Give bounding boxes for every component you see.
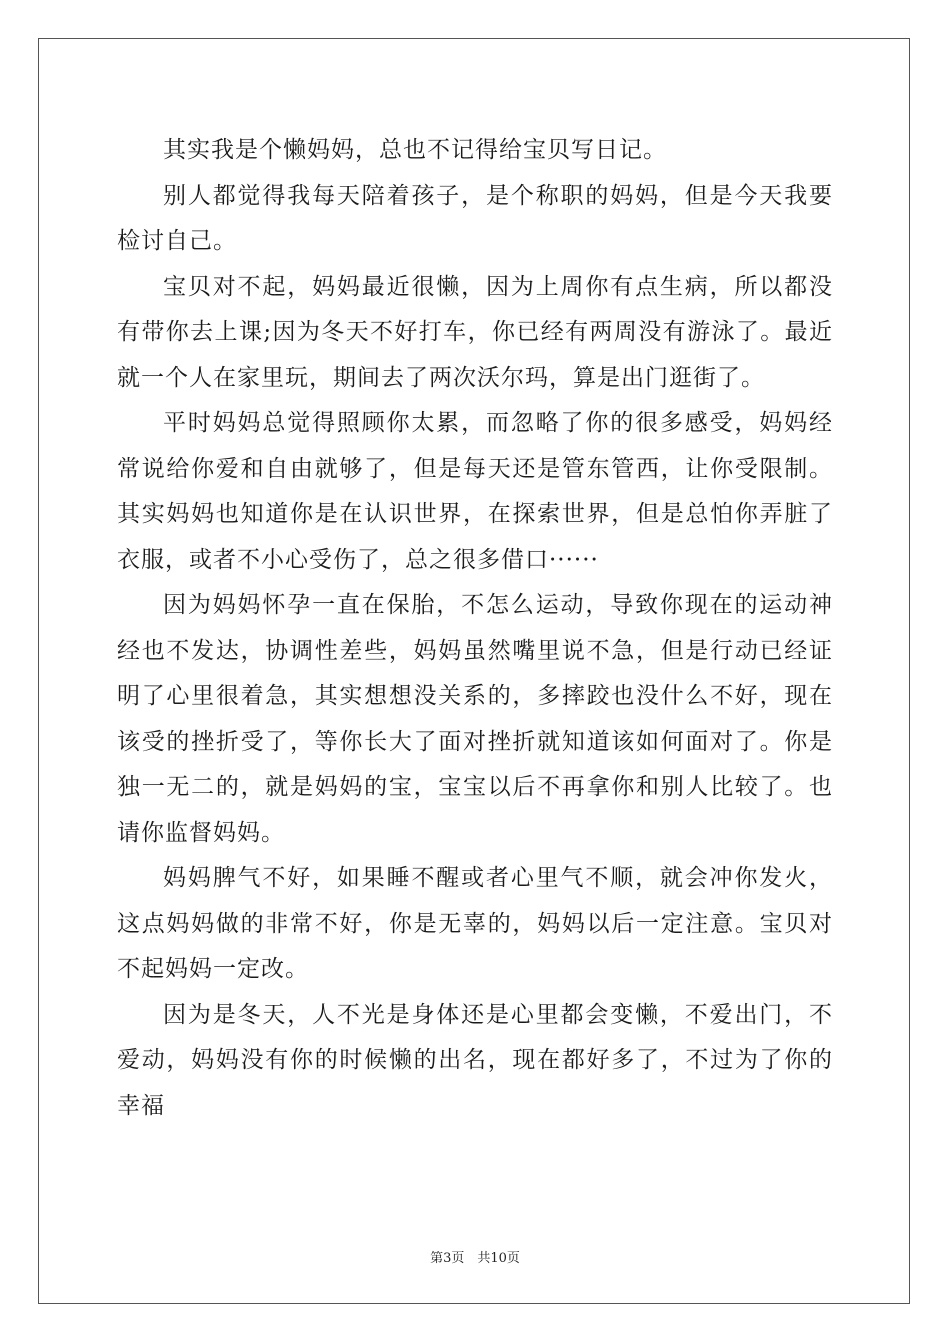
- paragraph-2: 别人都觉得我每天陪着孩子，是个称职的妈妈，但是今天我要检讨自己。: [117, 182, 833, 254]
- paragraph-6: 妈妈脾气不好，如果睡不醒或者心里气不顺，就会冲你发火，这点妈妈做的非常不好，你是无辜的，妈妈以后一定注意。宝贝对不起妈妈一定改。: [117, 865, 833, 982]
- paragraph-7: 因为是冬天，人不光是身体还是心里都会变懒，不爱出门，不爱动，妈妈没有你的时候懒的出名，现在都好多了，不过为了你的幸福: [117, 1001, 833, 1119]
- paragraph-5: 因为妈妈怀孕一直在保胎，不怎么运动，导致你现在的运动神经也不发达，协调性差些，妈妈虽然嘴里说不急，但是行动已经证明了心里很着急，其实想想没关系的，多摔跤也没什么不好，现在该受的挫折受了，等你长大了面对挫折就知道该如何面对了。你是独一无二的，就是妈妈的宝，宝宝以后不再拿你和别人比较了。也请你监督妈妈。: [117, 592, 833, 846]
- paragraph-1: 其实我是个懒妈妈，总也不记得给宝贝写日记。: [163, 137, 667, 163]
- document-body: [117, 128, 833, 1129]
- paragraph-4: 平时妈妈总觉得照顾你太累，而忽略了你的很多感受，妈妈经常说给你爱和自由就够了，但是每天还是管东管西，让你受限制。其实妈妈也知道你是在认识世界，在探索世界，但是总怕你弄脏了衣服，或者不小心受伤了，总之很多借口······: [117, 410, 833, 573]
- page-number-footer: 第3页 共10页: [430, 1251, 520, 1266]
- paragraph-3: 宝贝对不起，妈妈最近很懒，因为上周你有点生病，所以都没有带你去上课;因为冬天不好打车，你已经有两周没有游泳了。最近就一个人在家里玩，期间去了两次沃尔玛，算是出门逛街了。: [117, 273, 833, 391]
